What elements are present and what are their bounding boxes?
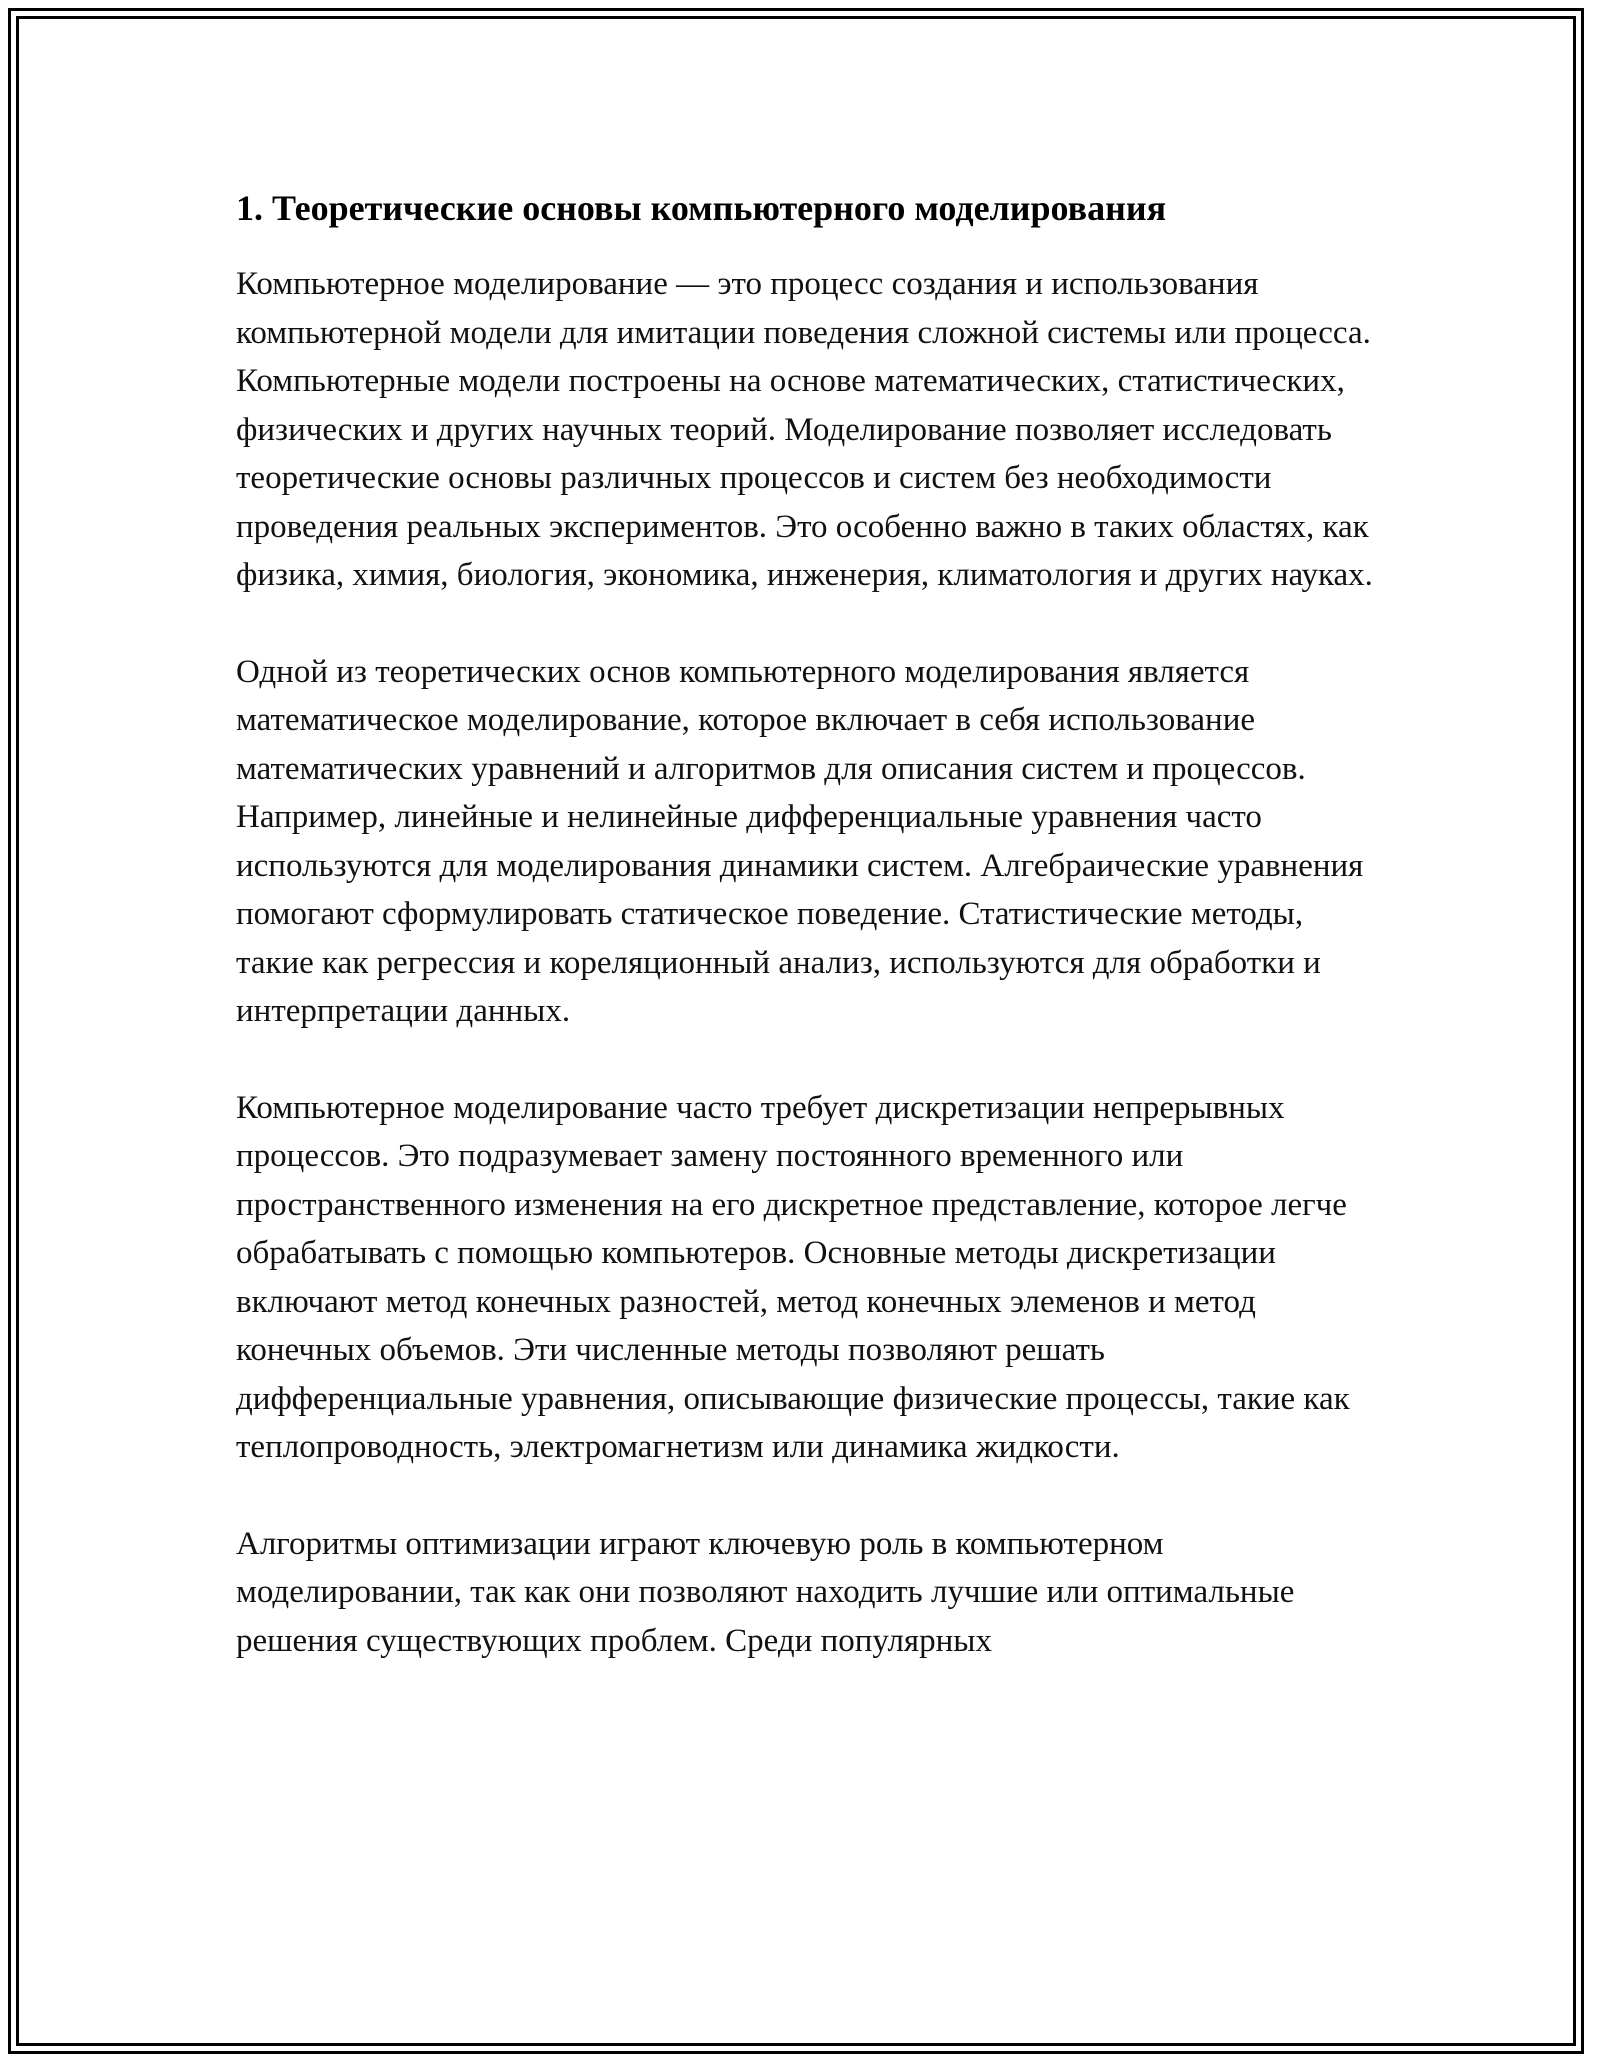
section-heading: 1. Теоретические основы компьютерного моделирования bbox=[236, 188, 1167, 228]
paragraph-1: Компьютерное моделирование — это процесс создания и использования компьютерной модели для имитации поведения сложной системы или процесса. Компьютерные модели построены на основе математических, статистических, физических и других научных теорий. Моделирование позволяет исследовать теоретические основы различных процессов и систем без необходимости проведения реальных экспериментов. Это особенно важно в таких областях, как физика, химия, биология, экономика, инженерия, климатология и других науках. bbox=[236, 266, 1373, 593]
paragraph-2: Одной из теоретических основ компьютерного моделирования является математическое моделирование, которое включает в себя использование математических уравнений и алгоритмов для описания систем и процессов. Например, линейные и нелинейные дифференциальные уравнения часто используются для моделирования динамики систем. Алгебраические уравнения помогают сформулировать статическое поведение. Статистические методы, такие как регрессия и кореляционный анализ, используются для обработки и интерпретации данных. bbox=[236, 653, 1364, 1029]
paragraph-3: Компьютерное моделирование часто требует дискретизации непрерывных процессов. Это подразумевает замену постоянного временного или пространственного изменения на его дискретное представление, которое легче обрабатывать с помощью компьютеров. Основные методы дискретизации включают метод конечных разностей, метод конечных элеменов и метод конечных объемов. Эти численные методы позволяют решать дифференциальные уравнения, описывающие физические процессы, такие как теплопроводность, электромагнетизм или динамика жидкости. bbox=[236, 1089, 1350, 1465]
document-content bbox=[236, 186, 1386, 1665]
paragraph-4: Алгоритмы оптимизации играют ключевую роль в компьютерном моделировании, так как они позволяют находить лучшие или оптимальные решения существующих проблем. Среди популярных bbox=[236, 1525, 1295, 1659]
